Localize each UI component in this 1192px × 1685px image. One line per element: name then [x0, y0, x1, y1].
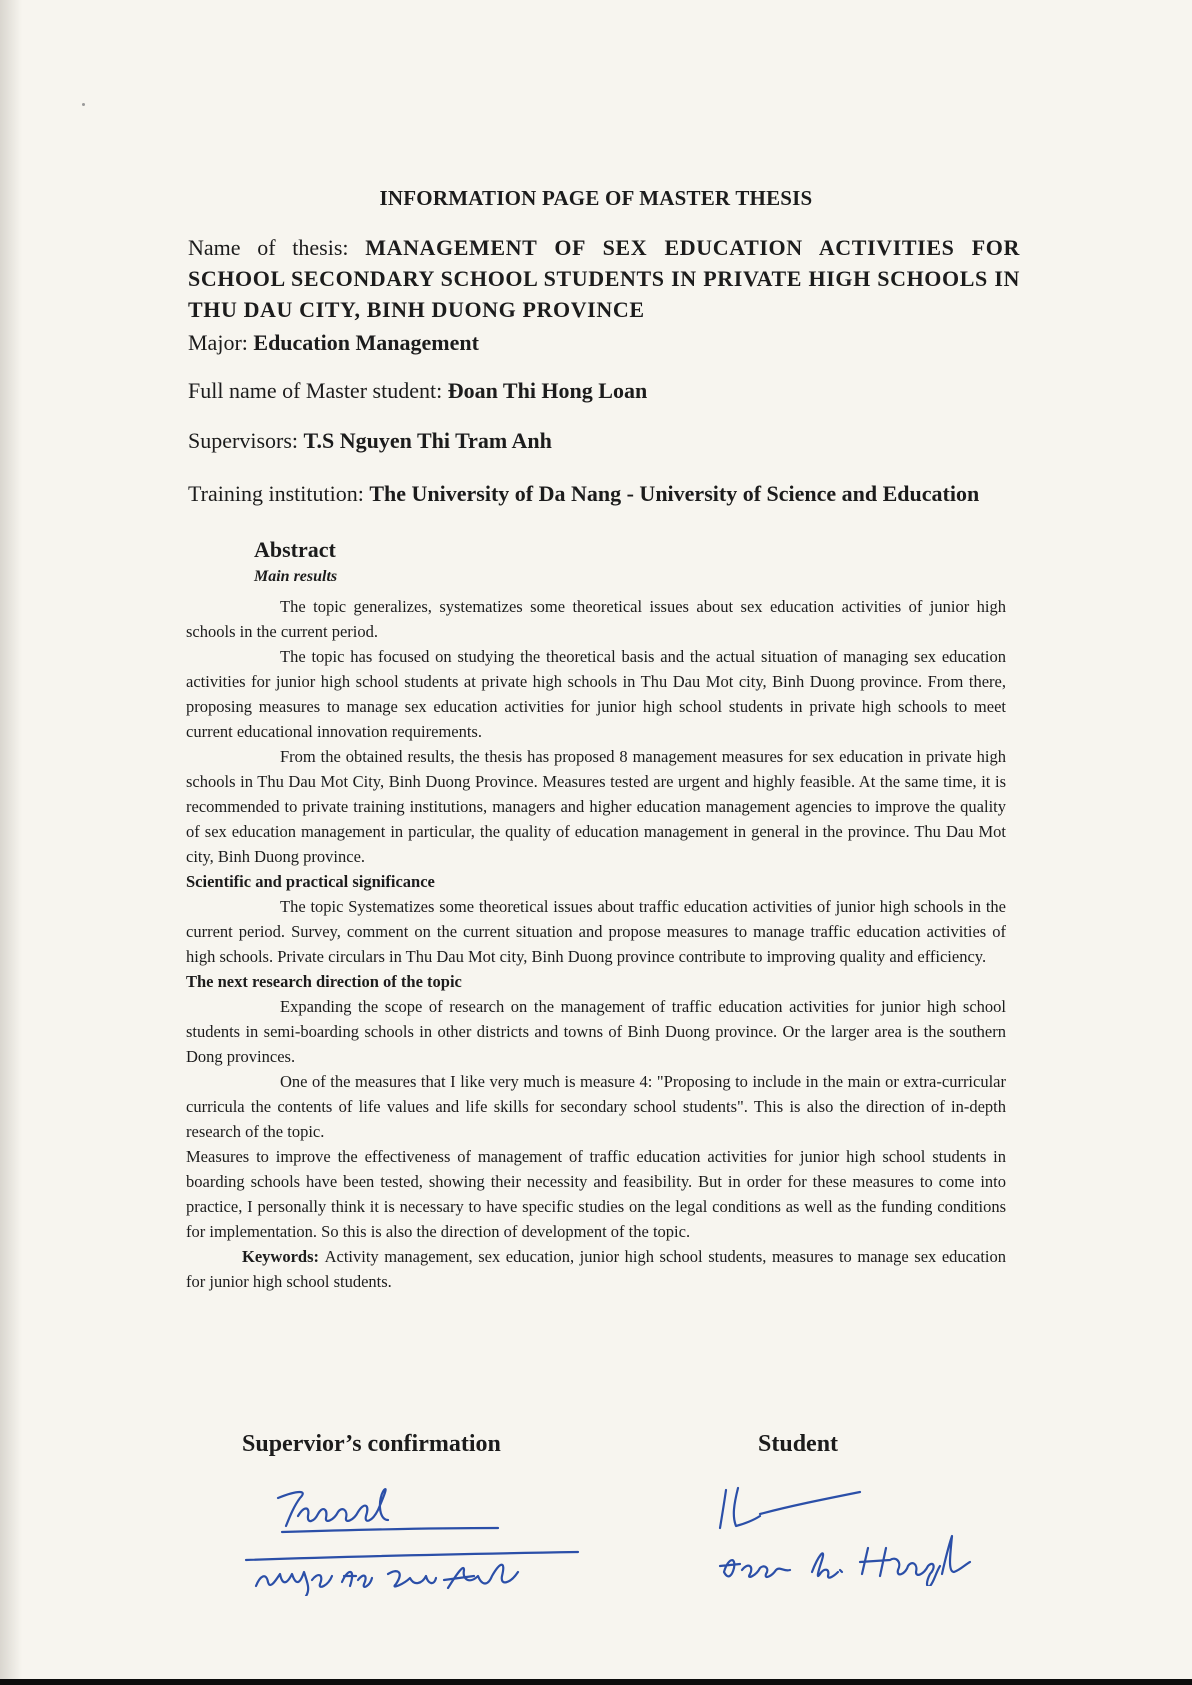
major-label: Major: — [188, 330, 254, 355]
next-direction-paragraph: Measures to improve the effectiveness of management of traffic education activities for junior high school students in boarding schools have been tested, showing their necessity and feasibility. But in order for these measures to come into practice, I personally think it is necessary to have specific studies on the legal conditions as well as the funding conditions for implementation. So this is also the direction of development of the topic. — [186, 1147, 1006, 1241]
keywords-paragraph — [186, 1244, 1006, 1294]
thesis-name — [188, 232, 1020, 325]
main-results-paragraph: The topic generalizes, systematizes some theoretical issues about sex education activities of junior high schools in the current period. — [186, 597, 1006, 641]
supervisors-label: Supervisors: — [188, 428, 304, 453]
scan-bottom-edge — [0, 1679, 1192, 1685]
supervisor-confirmation-title: Supervior’s confirmation — [242, 1431, 501, 1457]
major — [188, 327, 1020, 358]
next-direction-paragraph: One of the measures that I like very much is measure 4: "Proposing to include in the main or extra-curricular curricula the contents of life values and life skills for secondary school students". This is also the direction of in-depth research of the topic. — [186, 1072, 1006, 1141]
thesis-name-label: Name of thesis: — [188, 235, 366, 260]
next-direction-paragraph: Expanding the scope of research on the management of traffic education activities for junior high school students in semi-boarding schools in other districts and towns of Binh Duong province. Or the larger area is the southern Dong provinces. — [186, 997, 1006, 1066]
institution-value: The University of Da Nang - University of Science and Education — [369, 481, 980, 506]
student-title: Student — [758, 1431, 839, 1457]
student-value: Đoan Thi Hong Loan — [447, 378, 648, 403]
supervisors — [188, 428, 1020, 454]
main-results-paragraph: From the obtained results, the thesis has proposed 8 management measures for sex education in private high schools in Thu Dau Mot City, Binh Duong Province. Measures tested are urgent and highly feasible. At the same time, it is recommended to private training institutions, managers and higher education management agencies to improve the quality of sex education management in particular, the quality of education management in general in the province. Thu Dau Mot city, Binh Duong province. — [186, 747, 1006, 866]
institution-label: Training institution: — [188, 481, 370, 506]
main-results-paragraph: The topic has focused on studying the theoretical basis and the actual situation of managing sex education activities for junior high school students at private high schools in Thu Dau Mot city, Binh Duong province. From there, proposing measures to manage sex education activities for junior high school students in private high schools to meet current educational innovation requirements. — [186, 647, 1006, 741]
supervisor-signature — [238, 1476, 598, 1596]
supervisors-value: T.S Nguyen Thi Tram Anh — [303, 428, 552, 453]
student-label: Full name of Master student: — [188, 378, 448, 403]
student-name — [188, 378, 1020, 404]
abstract-heading: Abstract — [254, 537, 336, 562]
scan-speck — [82, 103, 85, 106]
thesis-name-value: MANAGEMENT OF SEX EDUCATION ACTIVITIES FOR SCHOOL SECONDARY SCHOOL STUDENTS IN PRIVATE HIGH SCHOOLS IN THU DAU CITY, BINH DUONG PROVINCE — [188, 235, 1020, 322]
main-results-heading: Main results — [254, 568, 338, 585]
abstract-body — [186, 594, 1006, 1294]
student-signature — [690, 1476, 980, 1586]
training-institution — [188, 478, 1020, 509]
scan-left-edge — [0, 0, 22, 1685]
next-direction-heading: The next research direction of the topic — [186, 972, 462, 991]
keywords-label: Keywords: — [242, 1247, 325, 1266]
significance-paragraph: The topic Systematizes some theoretical issues about traffic education activities of junior high schools in the current period. Survey, comment on the current situation and propose measures to manage traffic education activities of high schools. Private circulars in Thu Dau Mot city, Binh Duong province contribute to improving quality and efficiency. — [186, 897, 1006, 966]
page-title: INFORMATION PAGE OF MASTER THESIS — [379, 186, 813, 210]
significance-heading: Scientific and practical significance — [186, 872, 435, 891]
major-value: Education Management — [253, 330, 479, 355]
keywords-value: Activity management, sex education, junior high school students, measures to manage sex education for junior high school students. — [186, 1247, 1006, 1291]
